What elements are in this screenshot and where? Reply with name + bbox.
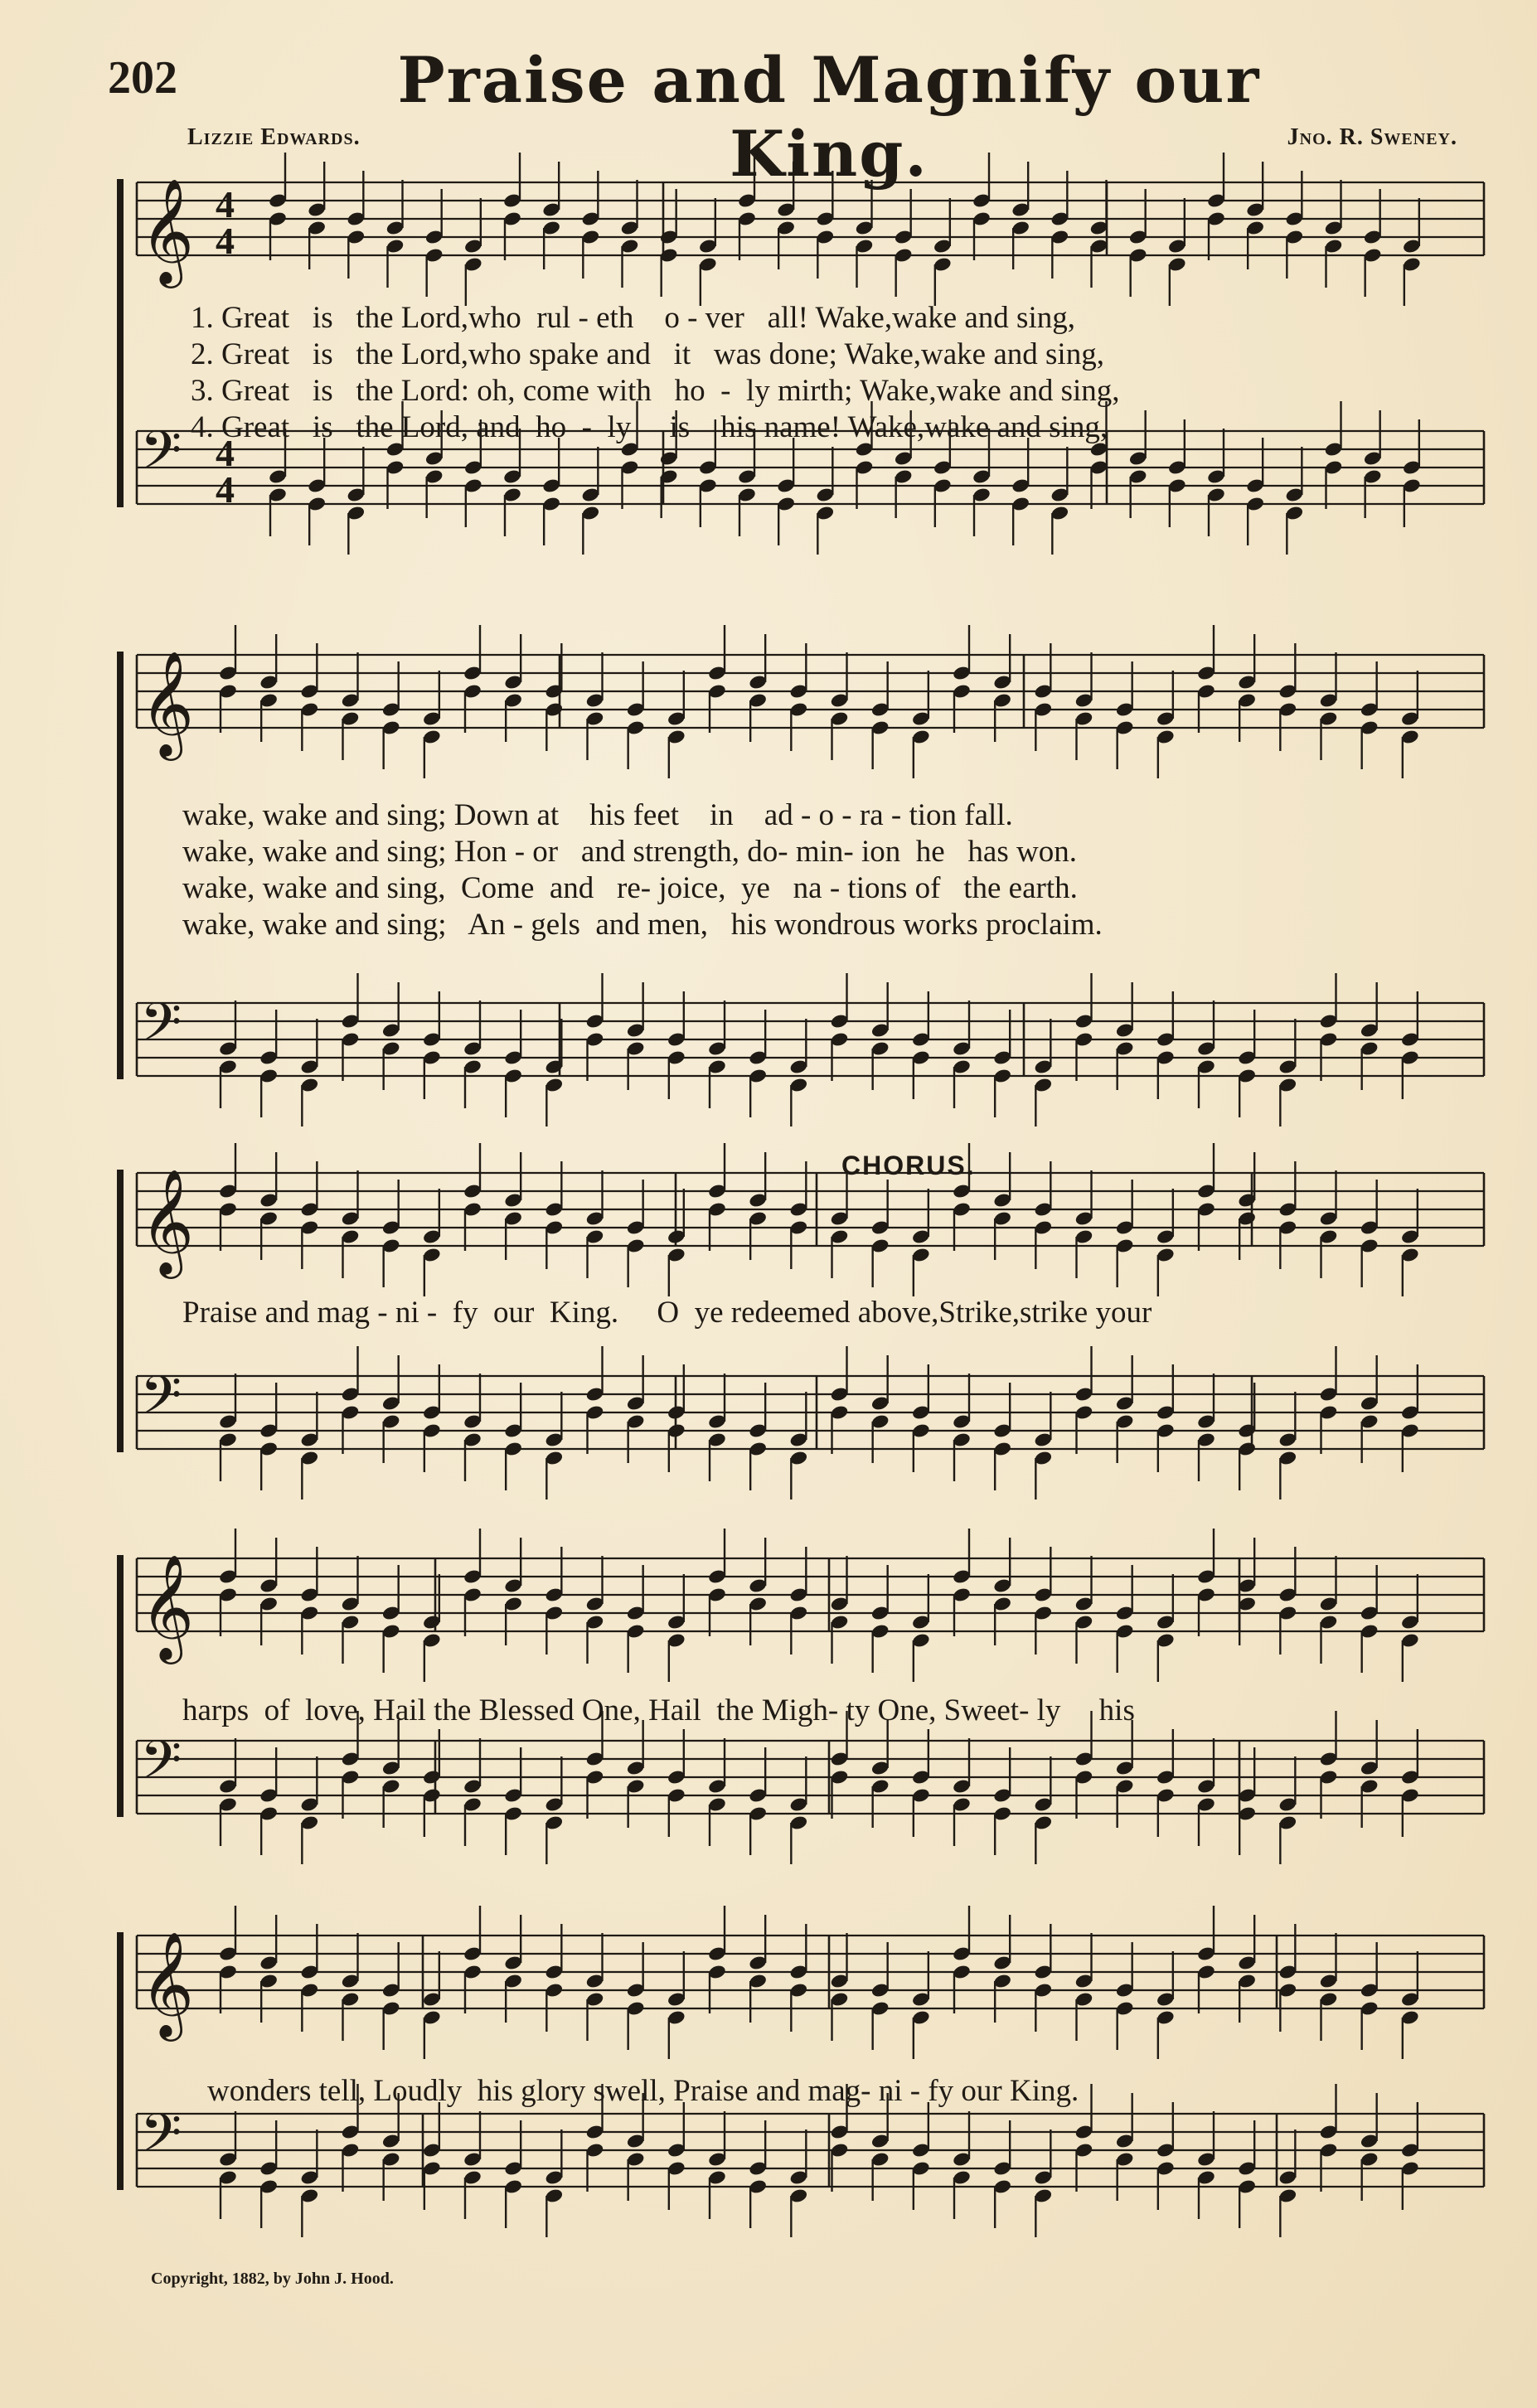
note-chord — [830, 973, 850, 1081]
note-chord — [1206, 429, 1226, 536]
note-chord — [737, 153, 757, 260]
verse-3-line-1: 3. Great is the Lord: oh, come with ho - ly mirth; Wake,wake and sing, — [191, 374, 1120, 408]
note-chord — [1237, 634, 1257, 742]
note-chord — [545, 1547, 565, 1655]
note-chord — [1050, 447, 1070, 555]
note-chord — [1285, 171, 1305, 279]
note-chord — [341, 1556, 361, 1664]
note-chord — [1074, 1170, 1094, 1278]
note-chord — [1156, 2102, 1176, 2210]
verse-4-line-1: 4. Great is the Lord, and ho - ly is his name! Wake,wake and sing, — [191, 410, 1108, 444]
note-chord — [503, 1152, 523, 1260]
note-chord — [503, 2120, 523, 2228]
note-chord — [911, 1729, 931, 1837]
note-chord — [300, 643, 320, 751]
time-signature-digit: 4 — [216, 220, 235, 262]
note-chord — [545, 643, 565, 751]
music-system-4 — [0, 1525, 1537, 1898]
note-chord — [911, 1364, 931, 1472]
note-chord — [1206, 153, 1226, 260]
note-chord — [707, 1906, 727, 2013]
note-chord — [1237, 1915, 1257, 2023]
note-chord — [1237, 2120, 1257, 2228]
note-chord — [1278, 1392, 1298, 1500]
note-chord — [1156, 1729, 1176, 1837]
note-chord — [707, 1001, 727, 1108]
note-chord — [1400, 2102, 1420, 2210]
note-chord — [698, 198, 718, 306]
note-chord — [1319, 2084, 1339, 2192]
note-chord — [992, 634, 1012, 742]
note-chord — [347, 447, 366, 555]
note-chord — [1196, 1143, 1216, 1251]
note-chord — [422, 1574, 442, 1682]
note-chord — [626, 1720, 646, 1828]
verse-1-line-2: wake, wake and sing; Down at his feet in ad - o - ra - tion fall. — [182, 798, 1013, 832]
note-chord — [218, 2111, 238, 2219]
note-chord — [1011, 438, 1030, 545]
note-chord — [911, 1951, 931, 2059]
note-chord — [667, 671, 686, 778]
bass-clef: 𝄢 — [140, 1365, 182, 1440]
note-chord — [422, 1951, 442, 2059]
note-chord — [1034, 1161, 1054, 1269]
note-chord — [894, 189, 914, 297]
note-chord — [707, 1738, 727, 1846]
note-chord — [776, 162, 796, 269]
note-chord — [422, 2102, 442, 2210]
note-chord — [952, 1529, 972, 1636]
note-chord — [1245, 438, 1265, 545]
note-chord — [830, 652, 850, 760]
note-chord — [307, 438, 327, 545]
note-chord — [1360, 1355, 1379, 1463]
note-chord — [1156, 1574, 1176, 1682]
note-chord — [463, 1529, 482, 1636]
note-chord — [626, 1565, 646, 1673]
note-chord — [218, 1143, 238, 1251]
note-chord — [1324, 401, 1344, 509]
note-chord — [1319, 973, 1339, 1081]
music-system-1 — [0, 166, 1537, 597]
note-chord — [1074, 973, 1094, 1081]
note-chord — [503, 634, 523, 742]
note-chord — [626, 1942, 646, 2050]
note-chord — [748, 1747, 768, 1855]
note-chord — [1360, 982, 1379, 1090]
note-chord — [1360, 661, 1379, 769]
treble-clef: 𝄞 — [140, 650, 195, 756]
note-chord — [911, 1189, 931, 1296]
note-chord — [707, 1529, 727, 1636]
note-chord — [1363, 410, 1383, 518]
note-chord — [789, 1161, 809, 1269]
note-chord — [585, 1346, 605, 1454]
note-chord — [1319, 1933, 1339, 2041]
note-chord — [422, 991, 442, 1099]
note-chord — [816, 447, 836, 555]
note-chord — [541, 162, 561, 269]
note-chord — [1034, 1924, 1054, 2032]
note-chord — [259, 1383, 279, 1490]
note-chord — [1360, 1942, 1379, 2050]
bass-clef: 𝄢 — [140, 2103, 182, 2178]
note-chord — [1319, 652, 1339, 760]
note-chord — [1167, 419, 1187, 527]
note-chord — [463, 2111, 482, 2219]
note-chord — [1319, 1711, 1339, 1819]
note-chord — [300, 1756, 320, 1864]
note-chord — [667, 1729, 686, 1837]
note-chord — [218, 1906, 238, 2013]
treble-clef: 𝄞 — [140, 1931, 195, 2037]
note-chord — [1034, 643, 1054, 751]
note-chord — [992, 1747, 1012, 1855]
note-chord — [1278, 1756, 1298, 1864]
note-chord — [1360, 2093, 1379, 2201]
note-chord — [300, 1392, 320, 1500]
note-chord — [1034, 2129, 1054, 2237]
note-chord — [748, 634, 768, 742]
note-chord — [789, 1392, 809, 1500]
note-chord — [381, 661, 401, 769]
note-chord — [1156, 1189, 1176, 1296]
note-chord — [1319, 1170, 1339, 1278]
note-chord — [1324, 180, 1344, 288]
note-chord — [585, 973, 605, 1081]
note-chord — [381, 1720, 401, 1828]
note-chord — [911, 2102, 931, 2210]
note-chord — [259, 1747, 279, 1855]
note-chord — [1074, 1933, 1094, 2041]
note-chord — [667, 991, 686, 1099]
note-chord — [626, 982, 646, 1090]
note-chord — [218, 1374, 238, 1481]
note-chord — [870, 2093, 890, 2201]
note-chord — [707, 1374, 727, 1481]
note-chord — [545, 1161, 565, 1269]
chorus-label: CHORUS. — [841, 1151, 976, 1180]
note-chord — [952, 2111, 972, 2219]
copyright-notice: Copyright, 1882, by John J. Hood. — [151, 2270, 394, 2288]
note-chord — [748, 1383, 768, 1490]
note-chord — [1034, 1547, 1054, 1655]
treble-clef: 𝄞 — [140, 1168, 195, 1274]
note-chord — [463, 1001, 482, 1108]
bass-clef: 𝄢 — [140, 420, 182, 495]
note-chord — [952, 1374, 972, 1481]
time-signature-digit: 4 — [216, 183, 235, 225]
note-chord — [545, 2129, 565, 2237]
page-number: 202 — [108, 52, 177, 104]
note-chord — [870, 1942, 890, 2050]
note-chord — [1196, 1906, 1216, 2013]
note-chord — [992, 1538, 1012, 1645]
note-chord — [1278, 1924, 1298, 2032]
verse-4-line-2: wake, wake and sing; An - gels and men, his wondrous works proclaim. — [182, 908, 1103, 942]
verse-1-line-1: 1. Great is the Lord,who rul - eth o - ver all! Wake,wake and sing, — [191, 301, 1075, 335]
note-chord — [952, 1001, 972, 1108]
note-chord — [1115, 1565, 1135, 1673]
treble-clef: 𝄞 — [140, 1553, 195, 1659]
note-chord — [830, 1170, 850, 1278]
note-chord — [422, 1189, 442, 1296]
note-chord — [503, 1915, 523, 2023]
note-chord — [870, 1180, 890, 1287]
note-chord — [1156, 671, 1176, 778]
note-chord — [341, 1170, 361, 1278]
note-chord — [545, 1924, 565, 2032]
note-chord — [1115, 1942, 1135, 2050]
note-chord — [463, 625, 482, 733]
note-chord — [992, 1915, 1012, 2023]
music-system-5 — [0, 1902, 1537, 2267]
chorus-line-2: harps of love, Hail the Blessed One, Hail the Migh- ty One, Sweet- ly his — [182, 1693, 1135, 1727]
note-chord — [503, 1383, 523, 1490]
note-chord — [870, 1565, 890, 1673]
note-chord — [1319, 1346, 1339, 1454]
note-chord — [218, 625, 238, 733]
note-chord — [422, 1729, 442, 1837]
note-chord — [1196, 1738, 1216, 1846]
note-chord — [381, 2093, 401, 2201]
note-chord — [789, 1756, 809, 1864]
note-chord — [1400, 1729, 1420, 1837]
note-chord — [667, 1951, 686, 2059]
treble-clef: 𝄞 — [140, 177, 195, 283]
note-chord — [830, 1933, 850, 2041]
note-chord — [870, 661, 890, 769]
note-chord — [1074, 652, 1094, 760]
note-chord — [626, 2093, 646, 2201]
note-chord — [259, 634, 279, 742]
note-chord — [1034, 1392, 1054, 1500]
note-chord — [463, 198, 483, 306]
note-chord — [381, 982, 401, 1090]
time-signature-digit: 4 — [216, 432, 235, 474]
note-chord — [1156, 1364, 1176, 1472]
note-chord — [667, 2102, 686, 2210]
note-chord — [707, 2111, 727, 2219]
note-chord — [626, 1355, 646, 1463]
note-chord — [952, 1738, 972, 1846]
lyricist-credit: Lizzie Edwards. — [187, 124, 361, 150]
music-system-3 — [0, 1136, 1537, 1509]
note-chord — [1115, 2093, 1135, 2201]
note-chord — [707, 625, 727, 733]
note-chord — [1400, 991, 1420, 1099]
note-chord — [1237, 1383, 1257, 1490]
note-chord — [307, 162, 327, 269]
note-chord — [381, 1565, 401, 1673]
note-chord — [347, 171, 366, 279]
note-chord — [385, 180, 405, 288]
note-chord — [381, 1942, 401, 2050]
note-chord — [659, 189, 679, 297]
note-chord — [1115, 1355, 1135, 1463]
note-chord — [830, 1346, 850, 1454]
note-chord — [1360, 1565, 1379, 1673]
note-chord — [581, 171, 601, 279]
note-chord — [1237, 1152, 1257, 1260]
note-chord — [1115, 661, 1135, 769]
note-chord — [585, 1933, 605, 2041]
note-chord — [300, 1924, 320, 2032]
note-chord — [1278, 643, 1298, 751]
note-chord — [341, 1346, 361, 1454]
note-chord — [581, 447, 601, 555]
note-chord — [1156, 991, 1176, 1099]
note-chord — [1196, 625, 1216, 733]
note-chord — [300, 1161, 320, 1269]
note-chord — [545, 1756, 565, 1864]
music-system-2 — [0, 630, 1537, 1094]
note-chord — [463, 1906, 482, 2013]
bass-clef: 𝄢 — [140, 1730, 182, 1805]
note-chord — [259, 1152, 279, 1260]
note-chord — [667, 1574, 686, 1682]
note-chord — [1196, 1529, 1216, 1636]
note-chord — [789, 643, 809, 751]
note-chord — [992, 2120, 1012, 2228]
note-chord — [218, 1738, 238, 1846]
note-chord — [911, 671, 931, 778]
note-chord — [870, 982, 890, 1090]
note-chord — [341, 652, 361, 760]
note-chord — [1400, 1364, 1420, 1472]
note-chord — [1115, 982, 1135, 1090]
note-chord — [776, 438, 796, 545]
note-chord — [748, 1152, 768, 1260]
note-chord — [259, 1538, 279, 1645]
note-chord — [341, 973, 361, 1081]
note-chord — [268, 153, 288, 260]
note-chord — [1115, 1720, 1135, 1828]
note-chord — [463, 1143, 482, 1251]
note-chord — [1278, 1161, 1298, 1269]
note-chord — [1360, 1720, 1379, 1828]
note-chord — [585, 1556, 605, 1664]
note-chord — [1128, 410, 1148, 518]
note-chord — [424, 189, 444, 297]
bass-clef: 𝄢 — [140, 992, 182, 1067]
note-chord — [585, 652, 605, 760]
note-chord — [952, 1906, 972, 2013]
note-chord — [1128, 189, 1148, 297]
note-chord — [1400, 1574, 1420, 1682]
note-chord — [911, 991, 931, 1099]
chorus-line-3: wonders tell, Loudly his glory swell, Praise and mag- ni - fy our King. — [207, 2074, 1079, 2108]
note-chord — [1196, 1374, 1216, 1481]
note-chord — [911, 1574, 931, 1682]
note-chord — [626, 1180, 646, 1287]
note-chord — [789, 1547, 809, 1655]
note-chord — [855, 180, 875, 288]
note-chord — [422, 671, 442, 778]
note-chord — [870, 1355, 890, 1463]
note-chord — [259, 1915, 279, 2023]
note-chord — [626, 661, 646, 769]
note-chord — [1360, 1180, 1379, 1287]
note-chord — [1400, 1951, 1420, 2059]
note-chord — [1400, 1189, 1420, 1296]
note-chord — [585, 1170, 605, 1278]
note-chord — [218, 1001, 238, 1108]
note-chord — [503, 1747, 523, 1855]
note-chord — [707, 1143, 727, 1251]
verse-2-line-2: wake, wake and sing; Hon - or and strength, do- min- ion he has won. — [182, 835, 1077, 869]
note-chord — [1011, 162, 1030, 269]
note-chord — [1034, 1756, 1054, 1864]
note-chord — [1074, 1556, 1094, 1664]
note-chord — [1402, 198, 1422, 306]
note-chord — [789, 1924, 809, 2032]
note-chord — [1196, 2111, 1216, 2219]
composer-credit: Jno. R. Sweney. — [1287, 124, 1457, 150]
note-chord — [748, 1915, 768, 2023]
note-chord — [1115, 1180, 1135, 1287]
note-chord — [463, 1374, 482, 1481]
note-chord — [381, 1355, 401, 1463]
verse-2-line-1: 2. Great is the Lord,who spake and it was done; Wake,wake and sing, — [191, 337, 1104, 371]
chorus-line-1: Praise and mag - ni - fy our King. O ye redeemed above,Strike,strike your — [182, 1296, 1152, 1330]
note-chord — [789, 2129, 809, 2237]
note-chord — [545, 1392, 565, 1500]
note-chord — [748, 2120, 768, 2228]
note-chord — [218, 1529, 238, 1636]
note-chord — [381, 1180, 401, 1287]
note-chord — [502, 153, 522, 260]
note-chord — [1400, 671, 1420, 778]
note-chord — [1050, 171, 1070, 279]
note-chord — [1196, 1001, 1216, 1108]
note-chord — [952, 625, 972, 733]
note-chord — [992, 1152, 1012, 1260]
time-signature-digit: 4 — [216, 468, 235, 511]
note-chord — [1156, 1951, 1176, 2059]
note-chord — [972, 153, 992, 260]
note-chord — [1319, 1556, 1339, 1664]
note-chord — [816, 171, 836, 279]
note-chord — [830, 1556, 850, 1664]
note-chord — [1167, 198, 1187, 306]
note-chord — [992, 1383, 1012, 1490]
note-chord — [1245, 162, 1265, 269]
note-chord — [748, 1538, 768, 1645]
note-chord — [870, 1720, 890, 1828]
note-chord — [541, 438, 561, 545]
note-chord — [933, 198, 953, 306]
note-chord — [620, 180, 640, 288]
verse-3-line-2: wake, wake and sing, Come and re- joice, ye na - tions of the earth. — [182, 871, 1078, 905]
note-chord — [503, 1538, 523, 1645]
note-chord — [1363, 189, 1383, 297]
note-chord — [1402, 419, 1422, 527]
note-chord — [1278, 1547, 1298, 1655]
note-chord — [259, 2120, 279, 2228]
note-chord — [341, 1933, 361, 2041]
note-chord — [300, 1547, 320, 1655]
note-chord — [463, 1738, 482, 1846]
note-chord — [422, 1364, 442, 1472]
note-chord — [300, 2129, 320, 2237]
note-chord — [1278, 2129, 1298, 2237]
note-chord — [1074, 1346, 1094, 1454]
hymn-title: Praise and Magnify our King. — [397, 43, 1261, 191]
note-chord — [1285, 447, 1305, 555]
